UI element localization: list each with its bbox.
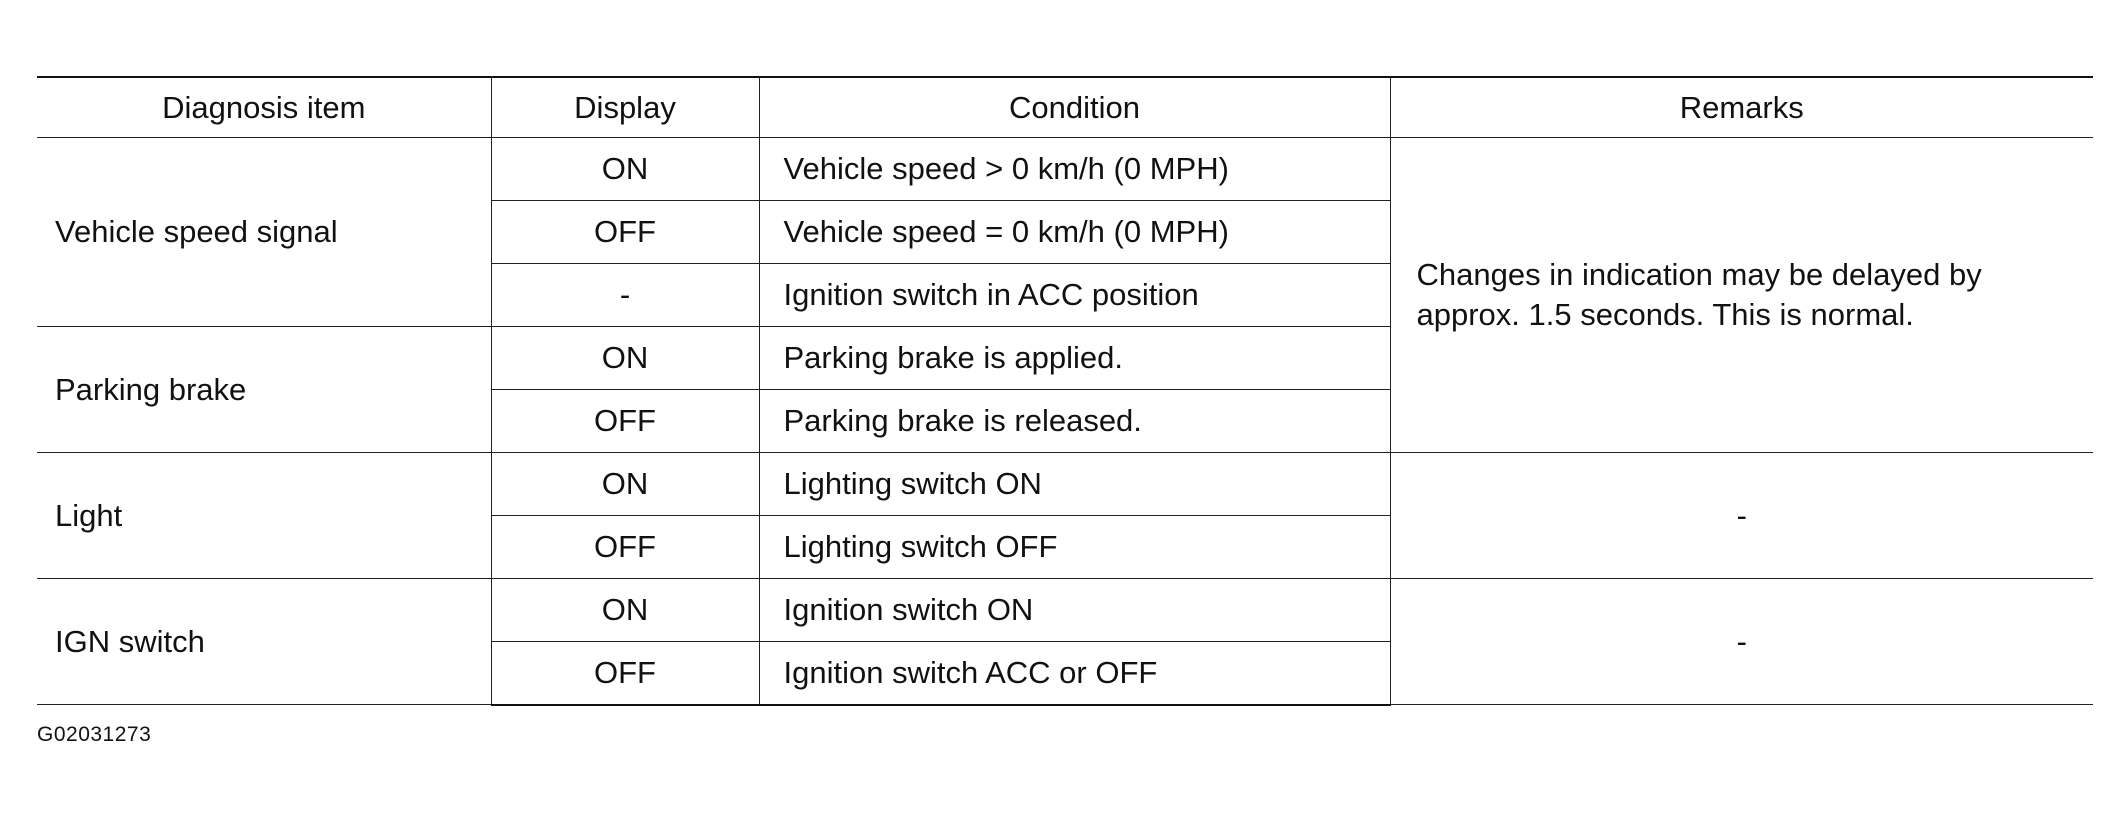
display-cell: OFF [491,516,759,579]
figure-id: G02031273 [37,723,152,746]
table-row [37,453,2093,516]
condition-cell: Ignition switch ON [759,579,1390,642]
condition-cell: Parking brake is released. [759,390,1390,453]
condition-cell: Vehicle speed = 0 km/h (0 MPH) [759,201,1390,264]
condition-cell: Ignition switch in ACC position [759,264,1390,327]
condition-cell: Lighting switch OFF [759,516,1390,579]
header-diagnosis-item: Diagnosis item [37,77,491,138]
display-cell: ON [491,138,759,201]
diagnosis-item-cell: Parking brake [37,327,491,453]
display-cell: - [491,264,759,327]
condition-cell: Ignition switch ACC or OFF [759,642,1390,705]
display-cell: ON [491,579,759,642]
header-display: Display [491,77,759,138]
diagnosis-item-cell: Light [37,453,491,579]
condition-cell: Parking brake is applied. [759,327,1390,390]
diagnosis-item-cell: Vehicle speed signal [37,138,491,327]
remarks-cell: - [1390,453,2093,579]
header-row [37,77,2093,138]
display-cell: ON [491,327,759,390]
condition-cell: Vehicle speed > 0 km/h (0 MPH) [759,138,1390,201]
table-row [37,138,2093,201]
display-cell: ON [491,453,759,516]
diagnosis-item-cell: IGN switch [37,579,491,705]
header-condition: Condition [759,77,1390,138]
condition-cell: Lighting switch ON [759,453,1390,516]
diagnosis-table [37,76,2093,706]
header-remarks: Remarks [1390,77,2093,138]
table-row [37,579,2093,642]
display-cell: OFF [491,390,759,453]
remarks-cell: Changes in indication may be delayed by approx. 1.5 seconds. This is normal. [1390,138,2093,453]
display-cell: OFF [491,642,759,705]
remarks-cell: - [1390,579,2093,705]
display-cell: OFF [491,201,759,264]
